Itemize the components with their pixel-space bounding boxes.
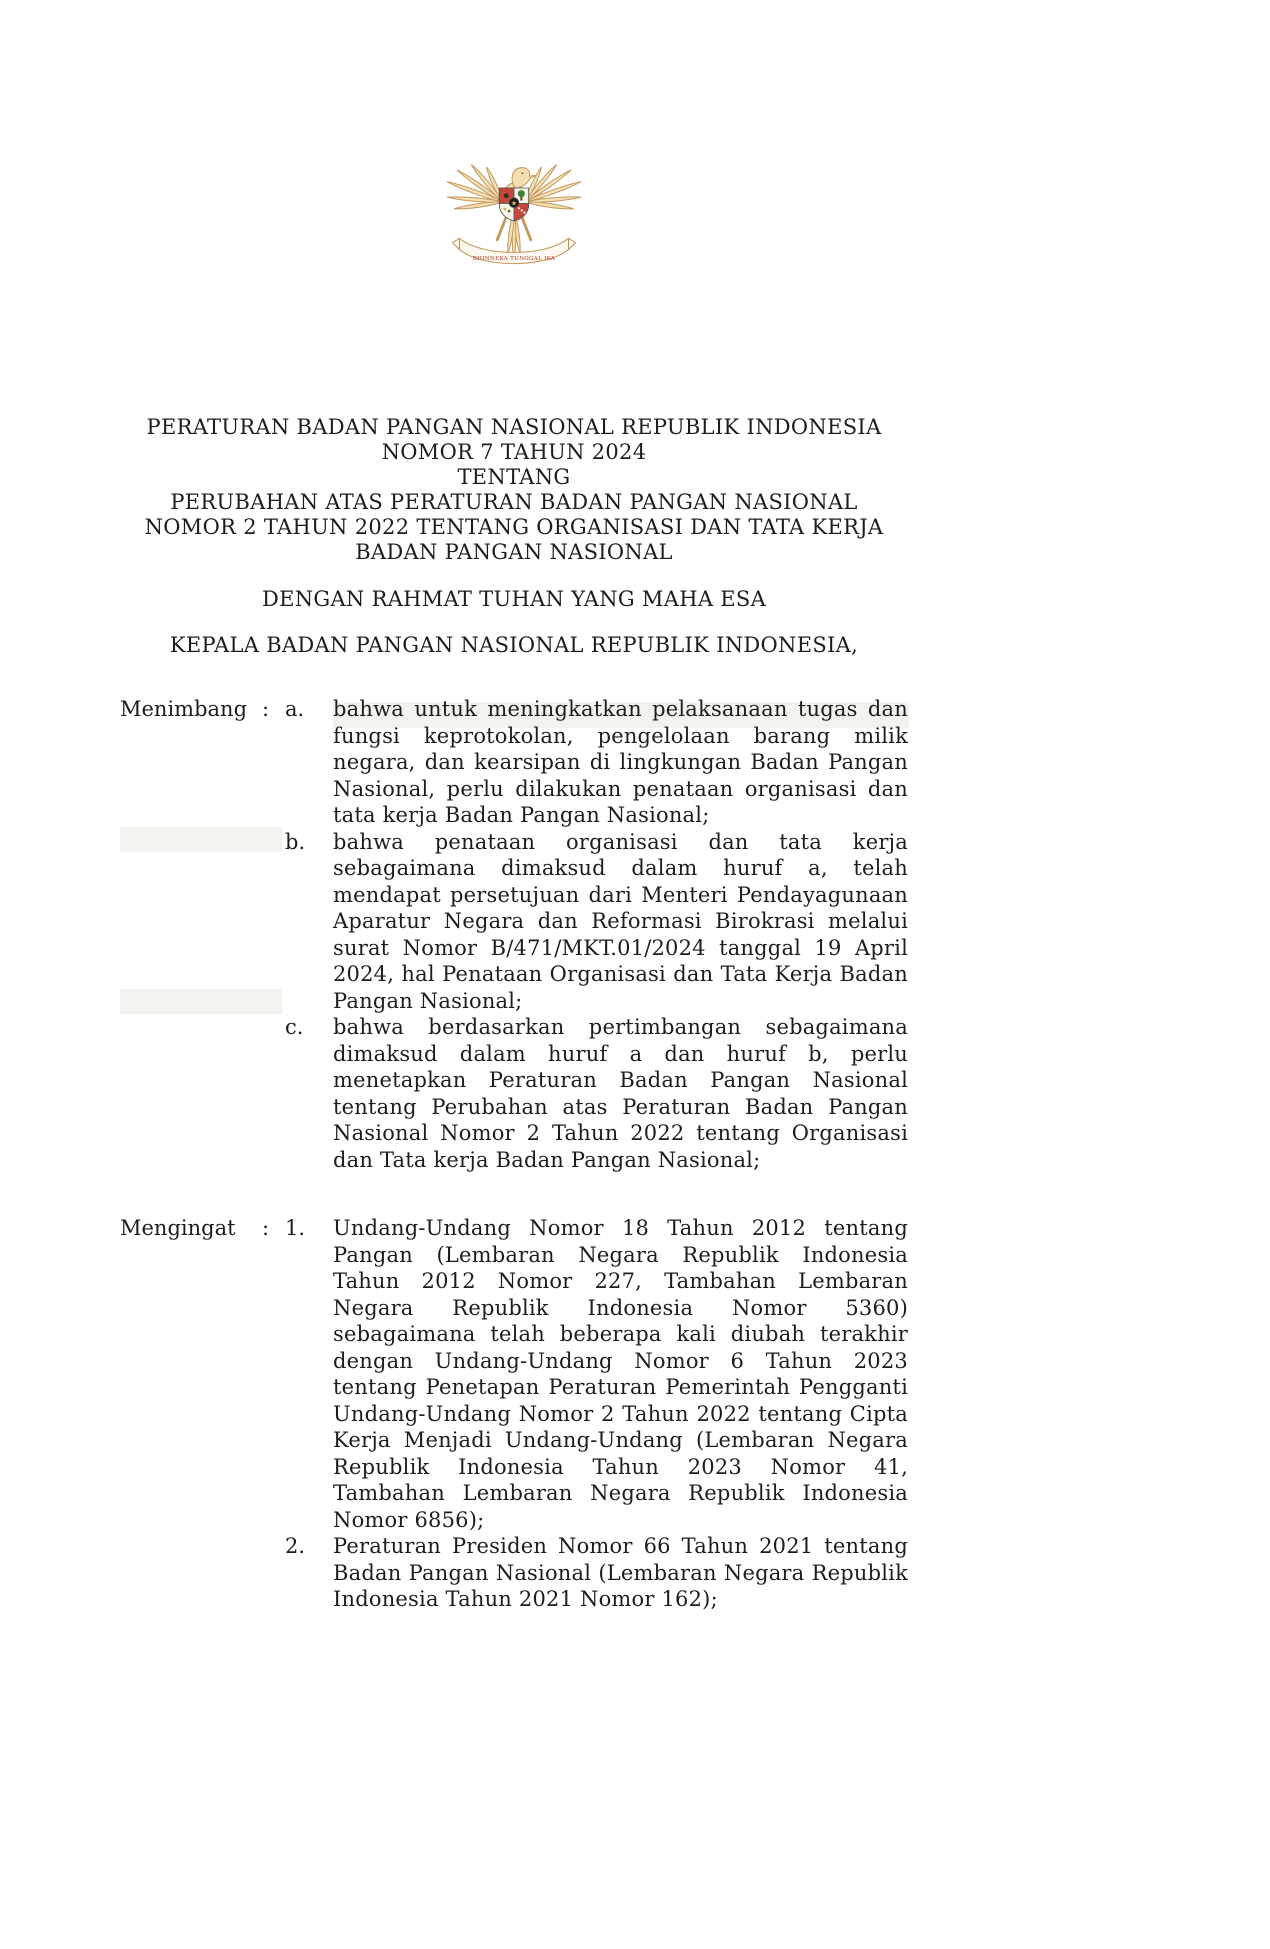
item-marker: c. — [285, 1015, 304, 1039]
title-line: NOMOR 7 TAHUN 2024 — [381, 440, 647, 464]
list-item — [285, 696, 908, 829]
item-marker: 1. — [285, 1216, 306, 1240]
banteng-symbol — [504, 193, 509, 198]
right-wing — [524, 163, 582, 210]
item-text: bahwa berdasarkan pertimbangan sebagaimana dimaksud dalam huruf a dan huruf b, perlu menetapkan Peraturan Badan Pangan Nasional tentang Perubahan atas Peraturan Badan Pangan Nasional Nomor 2 Tahun 2022 tentang Organisasi dan Tata kerja Badan Pangan Nasional; — [333, 1015, 908, 1172]
section-mengingat — [120, 1215, 908, 1613]
section-colon: : — [262, 697, 270, 721]
title-line: NOMOR 2 TAHUN 2022 TENTANG ORGANISASI DAN TATA KERJA — [144, 515, 884, 539]
left-wing — [446, 163, 504, 210]
pancasila-shield — [499, 188, 528, 221]
section-items — [285, 1215, 908, 1613]
item-text: Peraturan Presiden Nomor 66 Tahun 2021 tentang Badan Pangan Nasional (Lembaran Negara Republik Indonesia Tahun 2021 Nomor 162); — [333, 1534, 908, 1611]
page-title — [120, 415, 908, 565]
list-item — [285, 1014, 908, 1173]
list-item — [285, 1533, 908, 1613]
clauses — [120, 696, 908, 1613]
national-emblem — [444, 132, 584, 279]
item-text: Undang-Undang Nomor 18 Tahun 2012 tentang Pangan (Lembaran Negara Republik Indonesia Tahun 2012 Nomor 227, Tambahan Lembaran Negara Republik Indonesia Nomor 5360) sebagaimana telah beberapa kali diubah terakhir dengan Undang-Undang Nomor 6 Tahun 2023 tentang Penetapan Peraturan Pemerintah Pengganti Undang-Undang Nomor 2 Tahun 2022 tentang Cipta Kerja Menjadi Undang-Undang (Lembaran Negara Republik Indonesia Tahun 2023 Nomor 41, Tambahan Lembaran Negara Republik Indonesia Nomor 6856); — [333, 1216, 908, 1532]
item-text: bahwa penataan organisasi dan tata kerja sebagaimana dimaksud dalam huruf a, telah mendapat persetujuan dari Menteri Pendayagunaan Aparatur Negara dan Reformasi Birokrasi melalui surat Nomor B/471/MKT.01/2024 tanggal 19 April 2024, hal Penataan Organisasi dan Tata Kerja Badan Pangan Nasional; — [333, 829, 908, 1013]
title-line: BADAN PANGAN NASIONAL — [355, 540, 673, 564]
title-line: TENTANG — [457, 465, 571, 489]
section-colon: : — [262, 1216, 270, 1240]
section-items — [285, 696, 908, 1173]
item-marker: b. — [285, 829, 306, 854]
document-content — [120, 0, 908, 1613]
list-item — [285, 829, 908, 1015]
item-text: bahwa untuk meningkatkan pelaksanaan tugas dan fungsi keprotokolan, pengelolaan barang milik negara, dan kearsipan di lingkungan Badan Pangan Nasional, perlu dilakukan penataan organisasi dan tata kerja Badan Pangan Nasional; — [333, 697, 908, 827]
title-line: PERATURAN BADAN PANGAN NASIONAL REPUBLIK INDONESIA — [146, 415, 882, 439]
item-marker: a. — [285, 697, 305, 721]
section-label: Menimbang — [120, 697, 248, 721]
invocation-line: DENGAN RAHMAT TUHAN YANG MAHA ESA — [261, 587, 767, 611]
addressee-line: KEPALA BADAN PANGAN NASIONAL REPUBLIK INDONESIA, — [169, 633, 859, 657]
section-label: Mengingat — [120, 1216, 236, 1240]
title-line: PERUBAHAN ATAS PERATURAN BADAN PANGAN NASIONAL — [170, 490, 858, 514]
star-icon: ★ — [510, 199, 518, 208]
motto-text: BHINNEKA TUNGGAL IKA — [472, 255, 556, 262]
section-menimbang — [120, 696, 908, 1173]
item-marker: 2. — [285, 1534, 306, 1558]
list-item — [285, 1215, 908, 1533]
garuda-pancasila-emblem — [444, 132, 584, 279]
